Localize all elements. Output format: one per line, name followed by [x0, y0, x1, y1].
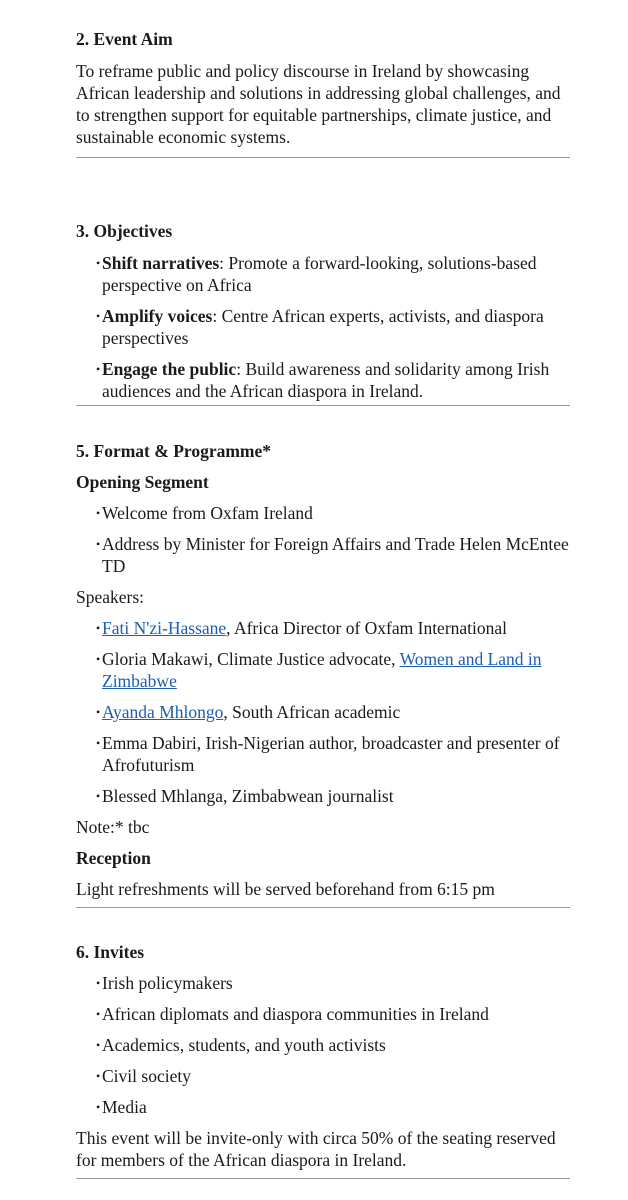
objective-text: : Promote a forward-looking, solutions-based perspective on Africa: [102, 253, 537, 295]
speakers-label: Speakers:: [76, 587, 145, 607]
speaker-link[interactable]: Women and Land in Zimbabwe: [102, 649, 542, 691]
speaker-text: , Africa Director of Oxfam International: [226, 618, 508, 638]
bullet-dot-icon: •: [96, 705, 101, 719]
section-divider: [76, 1178, 570, 1179]
objective-text: : Centre African experts, activists, and diaspora perspectives: [102, 306, 544, 348]
speaker-text: , South African academic: [223, 702, 401, 722]
list-item: [76, 1003, 576, 1025]
bullet-dot-icon: •: [96, 789, 101, 803]
bullet-dot-icon: •: [96, 621, 101, 635]
list-item-text: African diplomats and diaspora communities in Ireland: [102, 1004, 489, 1024]
list-item: [76, 358, 576, 402]
list-item: [76, 701, 576, 723]
section-invites: [76, 941, 576, 1179]
subheading-opening-segment: Opening Segment: [76, 472, 209, 492]
objective-title: Engage the public: [102, 359, 237, 379]
section-heading: 2. Event Aim: [76, 29, 173, 49]
speakers-list: [76, 617, 576, 807]
list-item: [76, 1096, 576, 1118]
list-item: [76, 972, 576, 994]
objective-title: Amplify voices: [102, 306, 213, 326]
list-item: [76, 785, 576, 807]
list-item: [76, 305, 576, 349]
list-item: [76, 1034, 576, 1056]
objectives-list: [76, 252, 576, 402]
bullet-dot-icon: •: [96, 976, 101, 990]
section-heading: 5. Format & Programme*: [76, 441, 272, 461]
objective-text: : Build awareness and solidarity among Irish audiences and the African diaspora in Ireland.: [102, 359, 550, 401]
section-objectives: [76, 220, 576, 406]
list-item: [76, 533, 576, 577]
section-format-programme: [76, 440, 576, 908]
opening-list: [76, 502, 576, 577]
section-heading: 6. Invites: [76, 942, 145, 962]
section-divider: [76, 907, 570, 908]
note-text: Note:* tbc: [76, 817, 150, 837]
section-divider: [76, 157, 570, 158]
list-item-text: Welcome from Oxfam Ireland: [102, 503, 313, 523]
bullet-dot-icon: •: [96, 652, 101, 666]
list-item: [76, 732, 576, 776]
list-item-text: Civil society: [102, 1066, 191, 1086]
invites-list: [76, 972, 576, 1118]
list-item-text: Media: [102, 1097, 147, 1117]
section-heading: 3. Objectives: [76, 221, 173, 241]
list-item: [76, 648, 576, 692]
bullet-dot-icon: •: [96, 506, 101, 520]
bullet-dot-icon: •: [96, 1100, 101, 1114]
reception-text: Light refreshments will be served beforehand from 6:15 pm: [76, 879, 495, 899]
speaker-text: Gloria Makawi, Climate Justice advocate,: [102, 649, 400, 669]
speaker-text: Emma Dabiri, Irish-Nigerian author, broadcaster and presenter of Afrofuturism: [102, 733, 560, 775]
list-item: [76, 617, 576, 639]
document-body: [76, 28, 576, 1179]
list-item: [76, 1065, 576, 1087]
list-item-text: Irish policymakers: [102, 973, 233, 993]
list-item: [76, 252, 576, 296]
speaker-link[interactable]: Fati N'zi-Hassane: [102, 618, 227, 638]
bullet-dot-icon: •: [96, 1069, 101, 1083]
bullet-dot-icon: •: [96, 309, 101, 323]
bullet-dot-icon: •: [96, 256, 101, 270]
bullet-dot-icon: •: [96, 736, 101, 750]
list-item: [76, 502, 576, 524]
bullet-dot-icon: •: [96, 362, 101, 376]
invites-footer-text: This event will be invite-only with circa 50% of the seating reserved for members of the African diaspora in Ireland.: [76, 1128, 556, 1170]
bullet-dot-icon: •: [96, 1038, 101, 1052]
section-paragraph: To reframe public and policy discourse in Ireland by showcasing African leadership and solutions in addressing global challenges, and to strengthen support for equitable partnerships, climate justice, and sustainable economic systems.: [76, 61, 561, 147]
speaker-link[interactable]: Ayanda Mhlongo: [102, 702, 224, 722]
bullet-dot-icon: •: [96, 1007, 101, 1021]
section-event-aim: [76, 28, 576, 158]
bullet-dot-icon: •: [96, 537, 101, 551]
list-item-text: Academics, students, and youth activists: [102, 1035, 386, 1055]
list-item-text: Address by Minister for Foreign Affairs and Trade Helen McEntee TD: [102, 534, 569, 576]
section-divider: [76, 405, 570, 406]
objective-title: Shift narratives: [102, 253, 220, 273]
speaker-text: Blessed Mhlanga, Zimbabwean journalist: [102, 786, 394, 806]
subheading-reception: Reception: [76, 848, 151, 868]
